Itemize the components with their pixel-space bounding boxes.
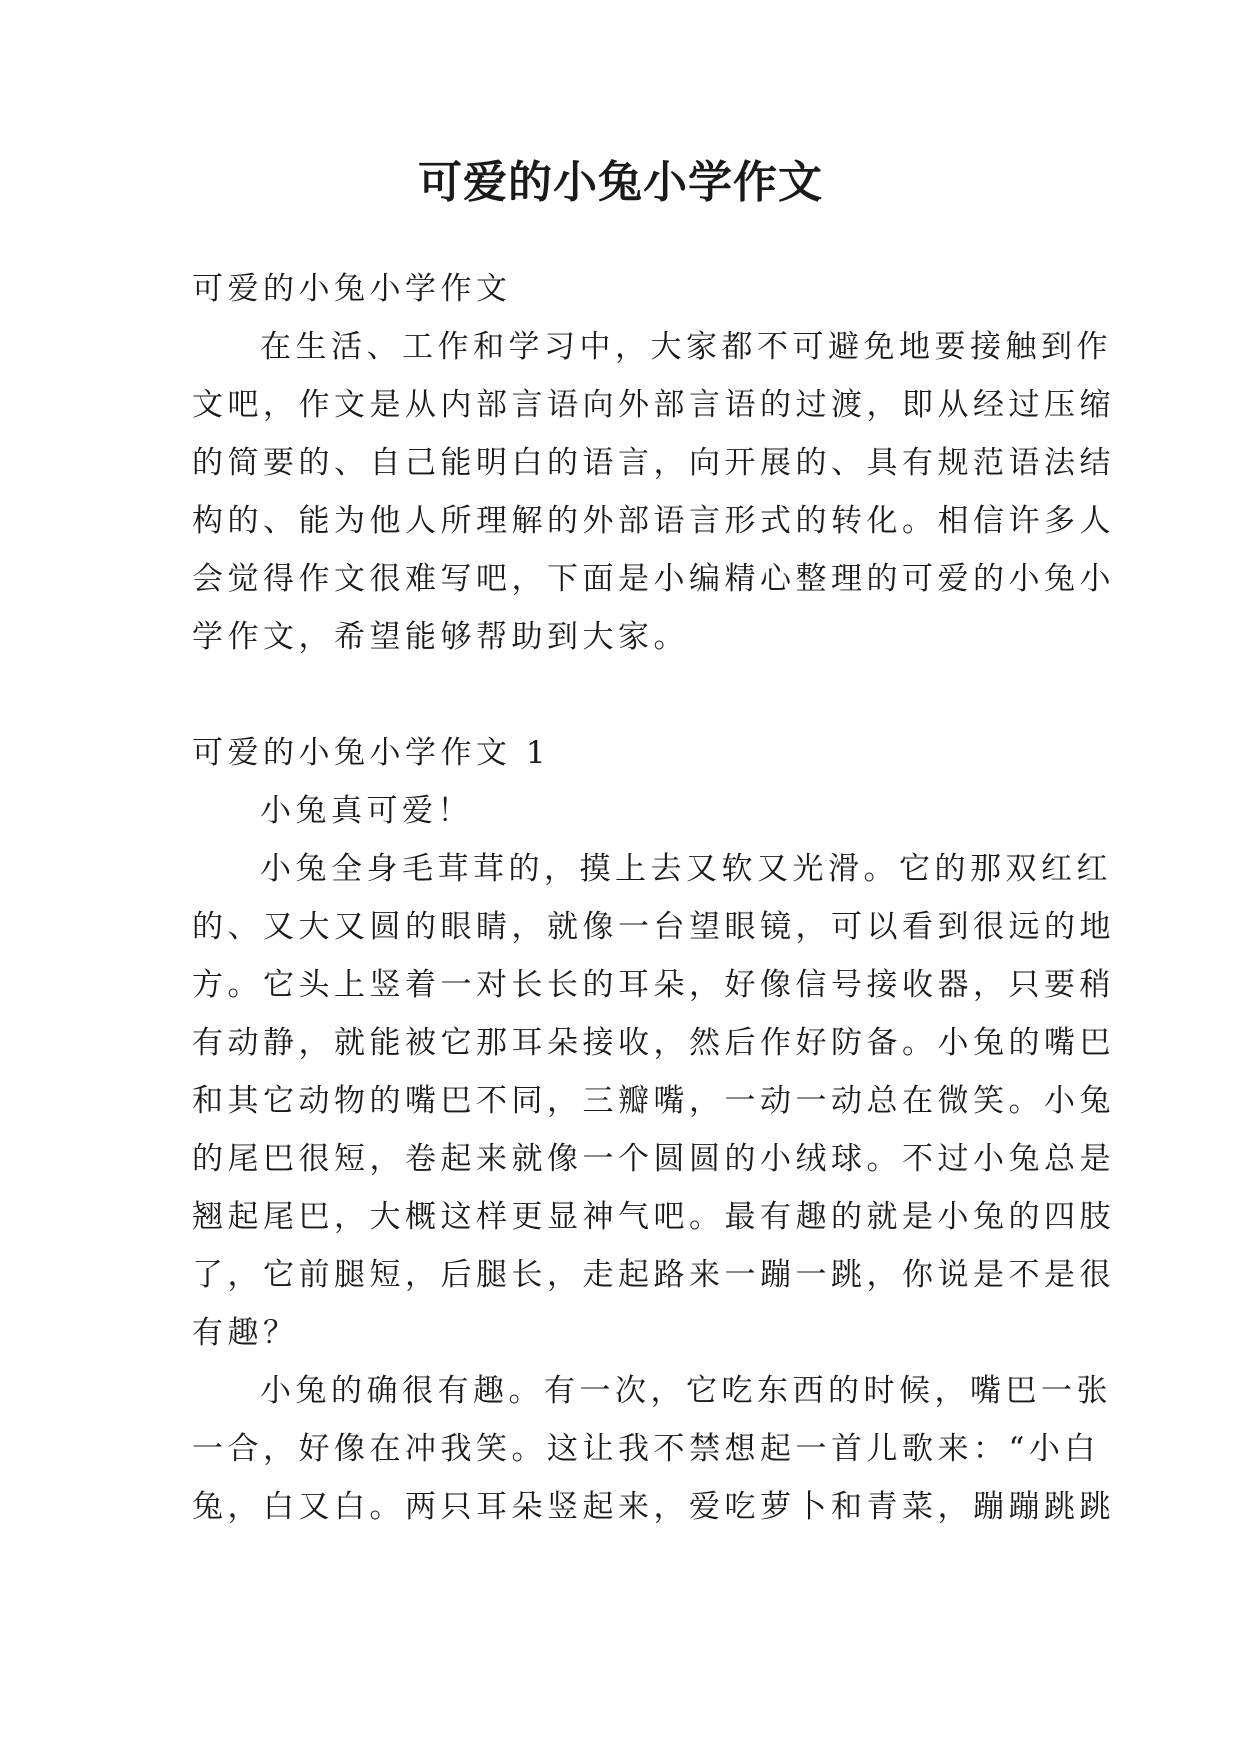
text-line: 和其它动物的嘴巴不同，三瓣嘴，一动一动总在微笑。小兔 bbox=[192, 1083, 1115, 1119]
document-body bbox=[192, 260, 1115, 1536]
intro-paragraph bbox=[192, 318, 1115, 666]
text-line: 兔，白又白。两只耳朵竖起来，爱吃萝卜和青菜，蹦蹦跳跳 bbox=[192, 1489, 1115, 1525]
subtitle: 可爱的小兔小学作文 bbox=[192, 271, 512, 307]
text-line: 了，它前腿短，后腿长，走起路来一蹦一跳，你说是不是很 bbox=[192, 1257, 1115, 1293]
text-line: 的、又大又圆的眼睛，就像一台望眼镜，可以看到很远的地 bbox=[192, 909, 1115, 945]
text-line: 学作文，希望能够帮助到大家。 bbox=[192, 619, 689, 655]
text-line: 的尾巴很短，卷起来就像一个圆圆的小绒球。不过小兔总是 bbox=[192, 1141, 1115, 1177]
text-line: 在生活、工作和学习中，大家都不可避免地要接触到作 bbox=[260, 329, 1112, 365]
text-line: 翘起尾巴，大概这样更显神气吧。最有趣的就是小兔的四肢 bbox=[192, 1199, 1115, 1235]
text-line: 一合，好像在冲我笑。这让我不禁想起一首儿歌来：“小白 bbox=[192, 1431, 1100, 1467]
exclaim-line: 小兔真可爱！ bbox=[260, 793, 473, 829]
text-line: 文吧，作文是从内部言语向外部言语的过渡，即从经过压缩 bbox=[192, 387, 1115, 423]
text-line: 有动静，就能被它那耳朵接收，然后作好防备。小兔的嘴巴 bbox=[192, 1025, 1115, 1061]
section-heading: 可爱的小兔小学作文 1 bbox=[192, 735, 551, 771]
paragraph-spacer bbox=[192, 666, 1052, 724]
text-line: 小兔全身毛茸茸的，摸上去又软又光滑。它的那双红红 bbox=[260, 851, 1112, 887]
text-line: 方。它头上竖着一对长长的耳朵，好像信号接收器，只要稍 bbox=[192, 967, 1115, 1003]
body-paragraph-3 bbox=[192, 1362, 1115, 1536]
document-title: 可爱的小兔小学作文 bbox=[418, 157, 823, 208]
text-line: 的简要的、自己能明白的语言，向开展的、具有规范语法结 bbox=[192, 445, 1115, 481]
text-line: 小兔的确很有趣。有一次，它吃东西的时候，嘴巴一张 bbox=[260, 1373, 1112, 1409]
body-paragraph-2 bbox=[192, 840, 1115, 1362]
text-line: 构的、能为他人所理解的外部语言形式的转化。相信许多人 bbox=[192, 503, 1115, 539]
text-line: 有趣？ bbox=[192, 1315, 299, 1351]
text-line: 会觉得作文很难写吧，下面是小编精心整理的可爱的小兔小 bbox=[192, 561, 1115, 597]
